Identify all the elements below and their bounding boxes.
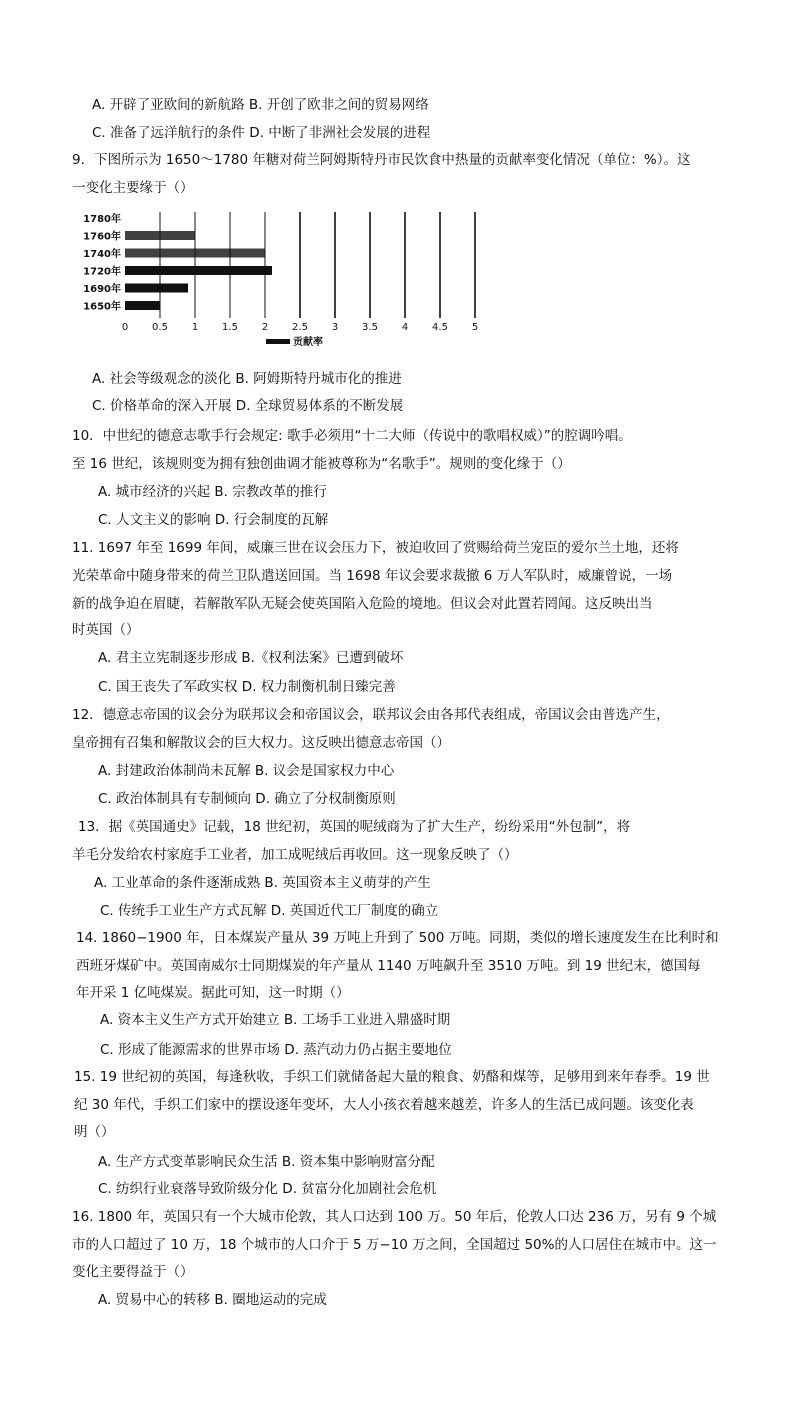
x-tick-label: 0.5 [152,322,168,333]
q10-stem-line-2: 至 16 世纪，该规则变为拥有独创曲调才能被尊称为“名歌手”。规则的变化缘于（） [72,456,571,472]
q9-option-cd: C. 价格革命的深入开展 D. 全球贸易体系的不断发展 [92,398,404,414]
q13-option-cd: C. 传统手工业生产方式瓦解 D. 英国近代工厂制度的确立 [100,903,439,919]
q9-stem-line-1: 9．下图所示为 1650～1780 年糖对荷兰阿姆斯特丹市民饮食中热量的贡献率变化情况（单位：%）。这 [72,152,691,168]
y-category-label: 1690年 [83,284,121,295]
q14-stem-line-2: 西班牙煤矿中。英国南威尔士同期煤炭的年产量从 1140 万吨飙升至 3510 万吨。到 19 世纪末，德国每 [76,958,701,974]
q15-stem-line-3: 明（） [74,1124,115,1140]
q10-option-cd: C. 人文主义的影响 D. 行会制度的瓦解 [98,512,329,528]
x-tick-label: 1 [191,322,199,333]
q15-option-ab: A. 生产方式变革影响民众生活 B. 资本集中影响财富分配 [98,1154,435,1170]
q9-stem-line-2: 一变化主要缘于（） [72,180,194,196]
q14-stem-line-3: 年开采 1 亿吨煤炭。据此可知，这一时期（） [76,985,350,1001]
q8-option-ab: A. 开辟了亚欧间的新航路 B. 开创了欧非之间的贸易网络 [92,97,429,113]
q16-stem-line-2: 市的人口超过了 10 万，18 个城市的人口介于 5 万−10 万之间，全国超过 50%的人口居住在城市中。这一 [72,1237,717,1253]
bar [125,301,160,310]
bar [125,231,195,240]
q11-stem-line-1: 11. 1697 年至 1699 年间，威廉三世在议会压力下，被迫收回了赏赐给荷兰宠臣的爱尔兰土地，还将 [72,540,679,556]
q12-option-cd: C. 政治体制具有专制倾向 D. 确立了分权制衡原则 [98,791,396,807]
q16-option-ab: A. 贸易中心的转移 B. 圈地运动的完成 [98,1292,327,1308]
y-category-label: 1760年 [83,231,121,243]
bar [125,284,188,293]
x-tick-label: 4 [401,322,409,333]
q14-stem-line-1: 14. 1860−1900 年，日本煤炭产量从 39 万吨上升到了 500 万吨。同期，类似的增长速度发生在比利时和 [76,930,719,946]
q12-option-ab: A. 封建政治体制尚未瓦解 B. 议会是国家权力中心 [98,763,395,779]
y-category-label: 1780年 [83,214,121,225]
x-tick-label: 5 [471,322,479,333]
x-tick-label: 1.5 [222,322,238,333]
q15-option-cd: C. 纺织行业衰落导致阶级分化 D. 贫富分化加剧社会危机 [98,1181,437,1197]
x-tick-label: 2 [261,322,269,333]
x-tick-label: 0 [121,322,129,333]
x-tick-label: 3.5 [362,322,378,333]
x-tick-label: 2.5 [292,322,308,333]
q11-option-cd: C. 国王丧失了军政实权 D. 权力制衡机制日臻完善 [98,679,396,695]
q10-stem-line-1: 10．中世纪的德意志歌手行会规定: 歌手必须用“十二大师（传说中的歌唱权威）”的腔调吟唱。 [72,428,632,444]
q15-stem-line-1: 15. 19 世纪初的英国，每逢秋收，手织工们就储备起大量的粮食、奶酪和煤等，足够用到来年春季。19 世 [74,1069,710,1085]
x-tick-label: 4.5 [432,322,448,333]
q9-option-ab: A. 社会等级观念的淡化 B. 阿姆斯特丹城市化的推进 [92,371,402,387]
q16-stem-line-1: 16. 1800 年，英国只有一个大城市伦敦，其人口达到 100 万。50 年后，伦敦人口达 236 万，另有 9 个城 [72,1209,717,1225]
q16-stem-line-3: 变化主要得益于（） [72,1264,194,1280]
y-category-label: 1720年 [83,266,121,278]
q12-stem-line-1: 12．德意志帝国的议会分为联邦议会和帝国议会，联邦议会由各邦代表组成，帝国议会由普选产生， [72,707,670,723]
y-category-label: 1740年 [83,249,121,260]
y-category-label: 1650年 [83,301,121,313]
q14-option-ab: A. 资本主义生产方式开始建立 B. 工场手工业进入鼎盛时期 [100,1012,451,1028]
sugar-contribution-chart [80,206,500,356]
q12-stem-line-2: 皇帝拥有召集和解散议会的巨大权力。这反映出德意志帝国（） [72,735,450,751]
q11-stem-line-4: 时英国（） [72,622,140,638]
q13-stem-line-2: 羊毛分发给农村家庭手工业者，加工成呢绒后再收回。这一现象反映了（） [72,847,518,863]
q8-option-cd: C. 准备了远洋航行的条件 D. 中断了非洲社会发展的进程 [92,125,431,141]
q11-option-ab: A. 君主立宪制逐步形成 B.《权利法案》已遭到破坏 [98,650,404,666]
q14-option-cd: C. 形成了能源需求的世界市场 D. 蒸汽动力仍占据主要地位 [100,1042,452,1058]
q10-option-ab: A. 城市经济的兴起 B. 宗教改革的推行 [98,484,327,500]
legend-label: 贡献率 [293,337,323,348]
q13-option-ab: A. 工业革命的条件逐渐成熟 B. 英国资本主义萌芽的产生 [94,875,431,891]
bar [125,266,272,275]
q13-stem-line-1: 13．据《英国通史》记载，18 世纪初，英国的呢绒商为了扩大生产，纷纷采用“外包制”，将 [78,819,631,835]
legend-swatch [266,339,290,344]
x-tick-label: 3 [331,322,339,333]
q11-stem-line-3: 新的战争迫在眉睫，若解散军队无疑会使英国陷入危险的境地。但议会对此置若罔闻。这反映出当 [72,596,653,612]
q11-stem-line-2: 光荣革命中随身带来的荷兰卫队遣送回国。当 1698 年议会要求裁撤 6 万人军队时，威廉曾说，一场 [72,568,673,584]
q15-stem-line-2: 纪 30 年代，手织工们家中的摆设逐年变坏，大人小孩衣着越来越差，许多人的生活已成问题。该变化表 [74,1097,694,1113]
bar [125,249,265,258]
